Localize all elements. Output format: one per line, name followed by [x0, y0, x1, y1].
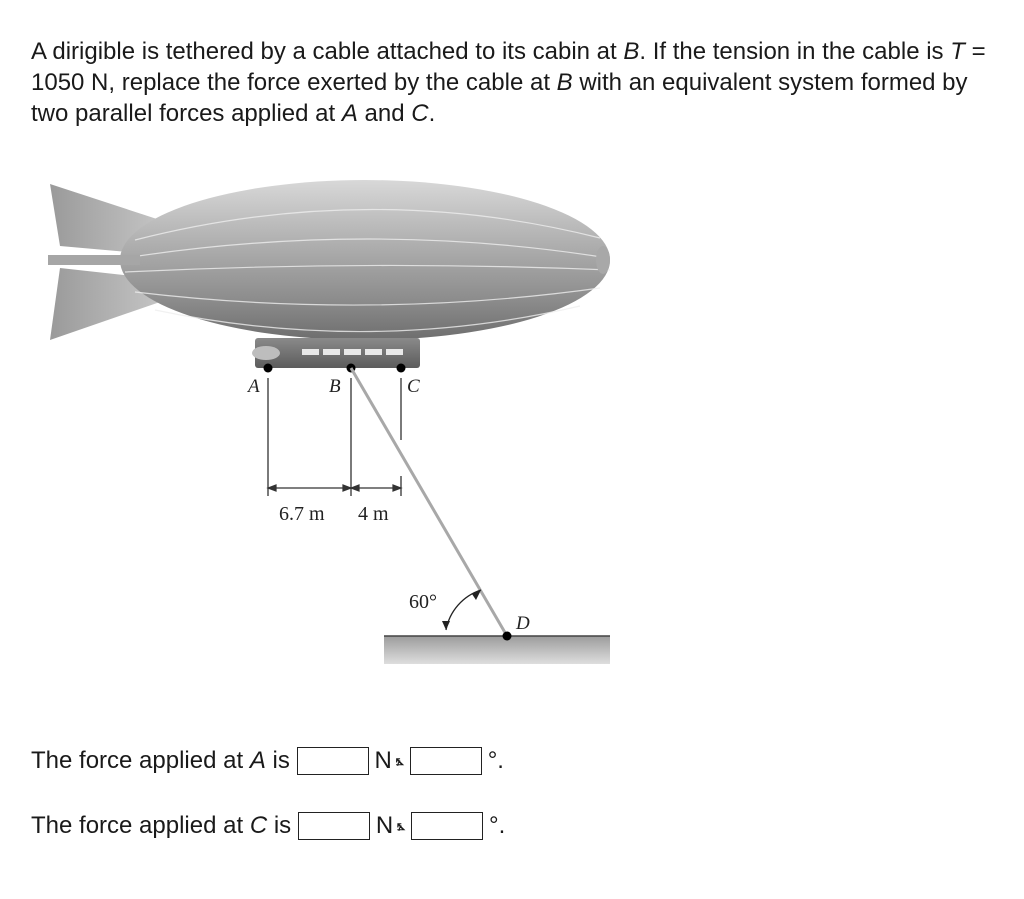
angle-arrowhead-bottom: [442, 621, 450, 630]
problem-var-b: B: [623, 38, 640, 65]
label-c: C: [407, 376, 420, 397]
dirigible-diagram: [40, 170, 620, 670]
force-c-angle-input[interactable]: [411, 812, 483, 840]
hull-nose-cap: [596, 246, 610, 274]
problem-statement: [31, 36, 1006, 129]
problem-var-a: A: [341, 100, 358, 127]
problem-text: A dirigible is tethered by a cable attached to its cabin at: [31, 38, 624, 65]
problem-text: = 1050 N, replace the force exerted by the cable at: [31, 38, 986, 96]
problem-var-c: C: [411, 100, 429, 127]
answer-prefix: The force applied at: [31, 747, 250, 774]
answer-suffix: is: [265, 747, 297, 774]
angle-direction-dropdown-icon[interactable]: ⦩: [395, 753, 404, 769]
label-b: B: [329, 376, 341, 397]
label-d: D: [516, 613, 530, 634]
dirigible-hull: [120, 180, 610, 340]
answer-point-c: C: [249, 812, 268, 839]
problem-text: . If the tension in the cable is: [639, 38, 951, 65]
dimension-arrows: [268, 485, 401, 491]
dirigible-figure: [40, 170, 620, 670]
answer-suffix: is: [267, 812, 298, 839]
problem-text: .: [428, 100, 436, 127]
horizontal-tail-fin: [48, 255, 140, 265]
answer-row-a: [31, 744, 504, 778]
dimension-ab-label: 6.7 m: [279, 503, 325, 525]
point-c: [397, 364, 406, 373]
problem-var-b: B: [556, 69, 573, 96]
force-c-magnitude-input[interactable]: [298, 812, 370, 840]
cabin-front-bump: [252, 346, 280, 360]
answer-row-c: [31, 809, 505, 843]
ground: [384, 636, 610, 664]
problem-var-t: T: [950, 38, 965, 65]
answer-prefix: The force applied at: [31, 812, 250, 839]
force-a-degree-symbol: °.: [487, 747, 504, 774]
force-a-unit: N: [374, 747, 392, 774]
point-a: [264, 364, 273, 373]
point-d: [503, 632, 512, 641]
answer-point-a: A: [249, 747, 266, 774]
angle-label: 60°: [409, 591, 437, 613]
force-c-degree-symbol: °.: [489, 812, 506, 839]
force-a-angle-input[interactable]: [410, 747, 482, 775]
dimension-bc-label: 4 m: [358, 503, 389, 525]
cabin-windows: [302, 349, 403, 355]
force-c-unit: N: [375, 812, 394, 839]
force-a-magnitude-input[interactable]: [297, 747, 369, 775]
label-a: A: [248, 376, 260, 397]
angle-direction-dropdown-icon[interactable]: ⦩: [397, 818, 406, 834]
problem-text: with an equivalent system formed by two parallel forces applied at: [31, 69, 968, 127]
problem-text: and: [357, 100, 412, 127]
